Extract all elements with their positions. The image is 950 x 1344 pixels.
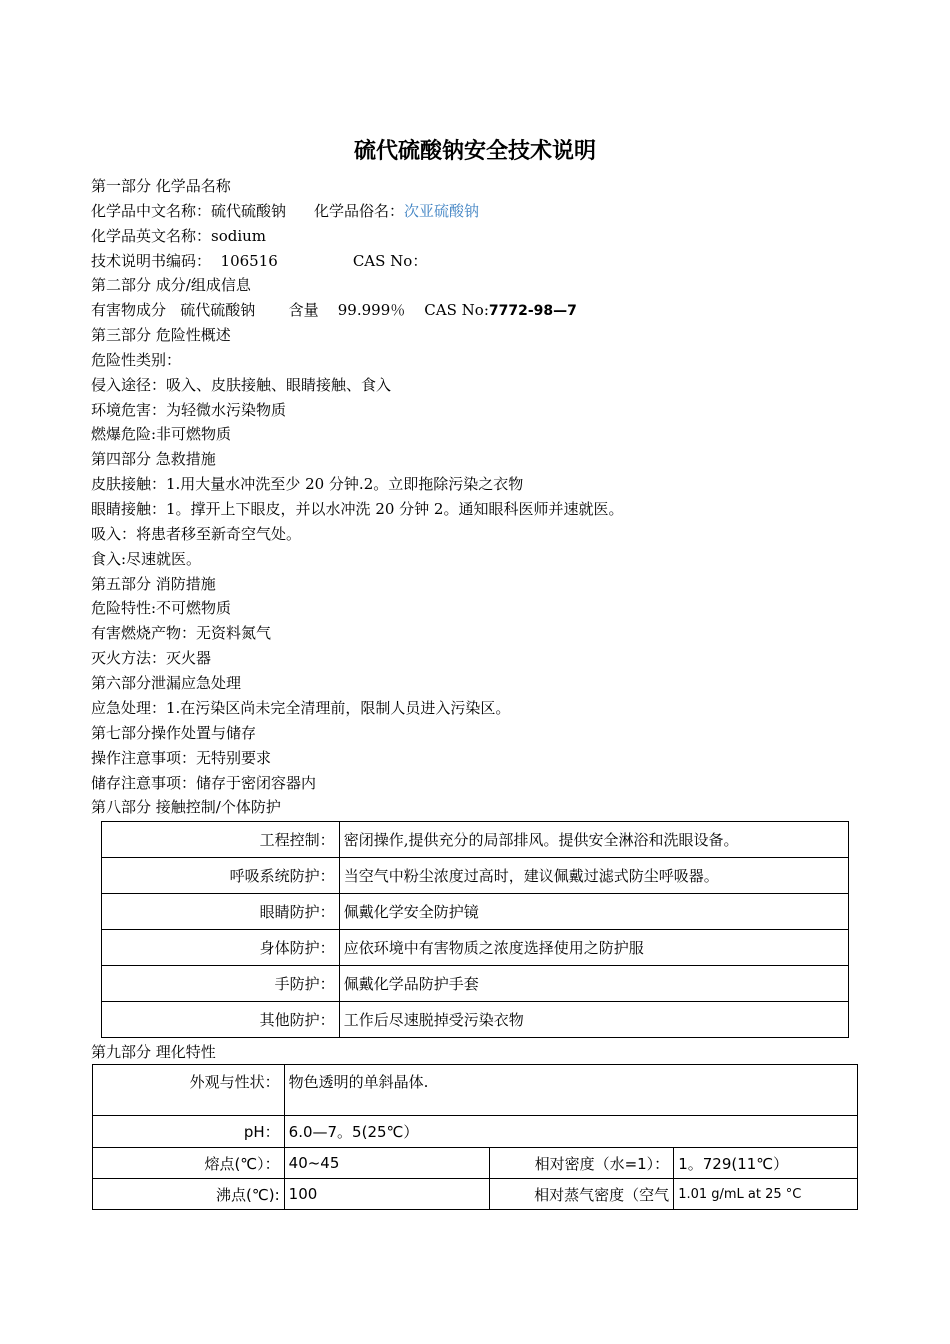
inhalation-line: 吸入：将患者移至新奇空气处。 bbox=[91, 525, 302, 543]
storage-line: 储存注意事项：储存于密闭容器内 bbox=[91, 774, 317, 792]
ingestion-line: 食入:尽速就医。 bbox=[91, 550, 202, 568]
composition-line bbox=[91, 300, 577, 321]
vapor-density-value: 1.01 g/mL at 25 °C bbox=[674, 1179, 858, 1210]
ph-label: pH： bbox=[93, 1116, 285, 1148]
protection-label: 工程控制： bbox=[102, 822, 340, 858]
vapor-density-label: 相对蒸气密度（空气 bbox=[490, 1179, 674, 1210]
extinguish-method-line: 灭火方法：灭火器 bbox=[91, 649, 212, 667]
protection-value: 密闭操作,提供充分的局部排风。提供安全淋浴和洗眼设备。 bbox=[339, 822, 848, 858]
explosion-hazard-line: 燃爆危险:非可燃物质 bbox=[91, 425, 232, 443]
table-row bbox=[93, 1065, 858, 1116]
protection-value: 佩戴化学品防护手套 bbox=[339, 966, 848, 1002]
emergency-line: 应急处理：1.在污染区尚未完全清理前，限制人员进入污染区。 bbox=[91, 699, 511, 717]
exposure-route-line: 侵入途径：吸入、皮肤接触、眼睛接触、食入 bbox=[91, 376, 392, 394]
composition-text: 有害物成分 硫代硫酸钠 含量 99.999％ CAS No: bbox=[91, 301, 489, 319]
section-8-heading: 第八部分 接触控制/个体防护 bbox=[91, 798, 281, 816]
combustion-product-line: 有害燃烧产物：无资料氮气 bbox=[91, 624, 272, 642]
melting-point-label: 熔点(℃）： bbox=[93, 1148, 285, 1179]
section-4-heading: 第四部分 急救措施 bbox=[91, 450, 216, 468]
protection-value: 佩戴化学安全防护镜 bbox=[339, 894, 848, 930]
protection-label: 其他防护： bbox=[102, 1002, 340, 1038]
hazard-property-line: 危险特性:不可燃物质 bbox=[91, 599, 232, 617]
protection-value: 当空气中粉尘浓度过高时，建议佩戴过滤式防尘呼吸器。 bbox=[339, 858, 848, 894]
table-row bbox=[102, 858, 849, 894]
skin-contact-line: 皮肤接触：1.用大量水冲洗至少 20 分钟.2。立即拖除污染之衣物 bbox=[91, 475, 524, 493]
table-row bbox=[93, 1148, 858, 1179]
environment-hazard-line: 环境危害：为轻微水污染物质 bbox=[91, 401, 287, 419]
properties-table bbox=[92, 1064, 858, 1210]
table-row bbox=[93, 1179, 858, 1210]
density-value: 1。729(11℃） bbox=[674, 1148, 858, 1179]
section-2-heading: 第二部分 成分/组成信息 bbox=[91, 276, 251, 294]
boiling-point-label: 沸点(℃): bbox=[93, 1179, 285, 1210]
section-5-heading: 第五部分 消防措施 bbox=[91, 575, 216, 593]
cas-label: CAS No： bbox=[352, 252, 428, 270]
handling-line: 操作注意事项：无特别要求 bbox=[91, 749, 272, 767]
eye-contact-line: 眼睛接触：1。撑开上下眼皮，并以水冲洗 20 分钟 2。通知眼科医师并速就医。 bbox=[91, 500, 624, 518]
english-name-line: 化学品英文名称：sodium bbox=[91, 227, 267, 245]
table-row bbox=[102, 966, 849, 1002]
protection-label: 呼吸系统防护： bbox=[102, 858, 340, 894]
table-row bbox=[93, 1116, 858, 1148]
protection-value: 工作后尽速脱掉受污染衣物 bbox=[339, 1002, 848, 1038]
table-row bbox=[102, 894, 849, 930]
code-line bbox=[91, 251, 427, 271]
common-name-link[interactable]: 次亚硫酸钠 bbox=[404, 202, 480, 220]
table-row bbox=[102, 1002, 849, 1038]
appearance-value: 物色透明的单斜晶体. bbox=[284, 1065, 857, 1116]
section-7-heading: 第七部分操作处置与储存 bbox=[91, 724, 257, 742]
section-1-heading: 第一部分 化学品名称 bbox=[91, 177, 231, 195]
ph-value: 6.0—7。5(25℃） bbox=[284, 1116, 857, 1148]
chinese-name: 化学品中文名称：硫代硫酸钠 bbox=[91, 202, 287, 220]
table-row bbox=[102, 930, 849, 966]
table-row bbox=[102, 822, 849, 858]
section-9-heading: 第九部分 理化特性 bbox=[91, 1043, 216, 1061]
protection-value: 应依环境中有害物质之浓度选择使用之防护服 bbox=[339, 930, 848, 966]
common-name-label: 化学品俗名： bbox=[314, 202, 405, 220]
protection-label: 身体防护： bbox=[102, 930, 340, 966]
chinese-name-line bbox=[91, 201, 479, 221]
protection-table bbox=[101, 821, 849, 1038]
section-3-heading: 第三部分 危险性概述 bbox=[91, 326, 231, 344]
density-label: 相对密度（水=1）： bbox=[490, 1148, 674, 1179]
document-title: 硫代硫酸钠安全技术说明 bbox=[353, 139, 596, 164]
section-6-heading: 第六部分泄漏应急处理 bbox=[91, 674, 242, 692]
appearance-label: 外观与性状： bbox=[93, 1065, 285, 1116]
cas-number: 7772-98—7 bbox=[488, 303, 577, 319]
protection-label: 眼睛防护： bbox=[102, 894, 340, 930]
melting-point-value: 40~45 bbox=[284, 1148, 490, 1179]
boiling-point-value: 100 bbox=[284, 1179, 490, 1210]
code-text: 技术说明书编码： 106516 bbox=[91, 252, 278, 270]
protection-label: 手防护： bbox=[102, 966, 340, 1002]
hazard-class-line: 危险性类别： bbox=[91, 351, 182, 369]
